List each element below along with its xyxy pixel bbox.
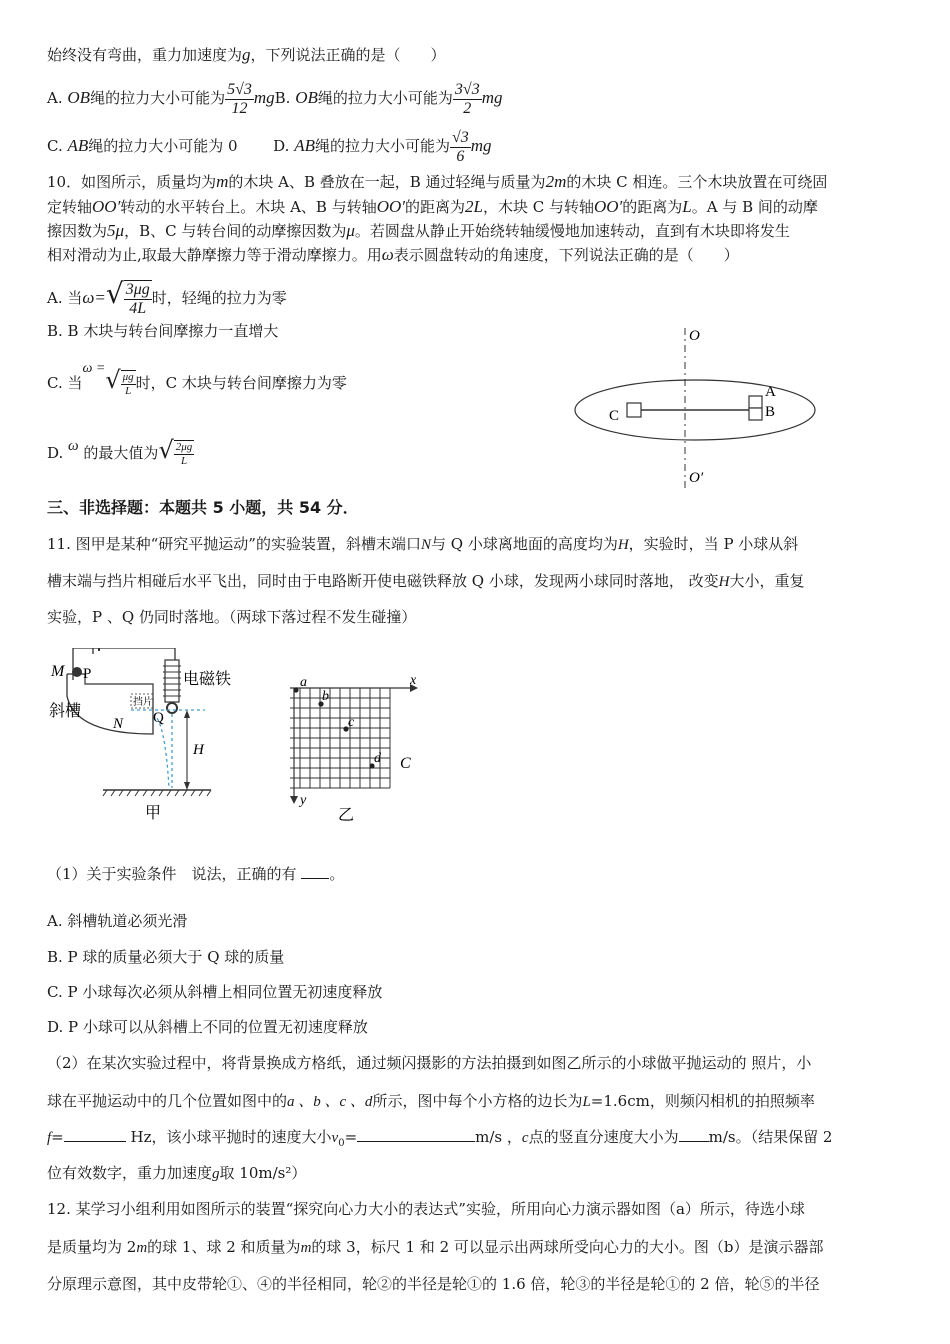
q9-optB-mg: mg — [481, 88, 503, 107]
q10-l2d: ，木块 C 与转轴 — [482, 198, 594, 216]
q11-part2-line1: （2）在某次实验过程中，将背景换成方格纸，通过频闪摄影的方法拍摄到如图乙所示的小球做平抛运动的 照片，小 — [47, 1054, 812, 1072]
label-electromagnet: 电磁铁 — [183, 669, 232, 688]
q10-line-4 — [47, 244, 739, 266]
q11-p1b: 。 — [329, 865, 345, 883]
q11-p2-l3c: Hz，该小球平抛时的速度大小 — [130, 1128, 332, 1146]
q9-optB-text: 绳的拉力大小可能为 — [317, 89, 453, 107]
label-H: H — [193, 742, 204, 758]
label-d: d — [374, 751, 381, 766]
q11-optA: A. 斜槽轨道必须光滑 — [47, 912, 188, 930]
q11-v-sub: 0 — [338, 1138, 345, 1149]
q10-L: L — [682, 197, 692, 216]
q11-p2-l4: 位有效数字，重力加速度 — [47, 1164, 213, 1182]
q12-line-1: 12. 某学习小组利用如图所示的装置“探究向心力大小的表达式”实验，所用向心力演示器如图（a）所示，待选小球 — [47, 1200, 805, 1218]
q10-l1: 10．如图所示，质量均为 — [47, 173, 217, 191]
q9-stem-line — [47, 44, 446, 66]
q10-l4b: 表示圆盘转动的角速度，下列说法正确的是（ ） — [393, 246, 739, 264]
q10-line-2 — [47, 196, 818, 218]
q10-l1b: 的木块 A、B 叠放在一起，B 通过轻绳与质量为 — [228, 173, 546, 191]
q9-optB-label: B. — [274, 89, 291, 107]
q9-optC-text: 绳的拉力大小可能为 0 — [88, 137, 238, 155]
q10-optA-a: A. 当 — [47, 289, 83, 307]
q9-optD-mg: mg — [470, 136, 492, 155]
q10-m: m — [216, 172, 229, 191]
q11-p2-l3i: 点的竖直分速度大小为 — [528, 1128, 679, 1146]
q10-line-1 — [47, 171, 827, 193]
q11-N: N — [420, 537, 431, 553]
q12-m: m — [136, 1240, 148, 1256]
q10-optD-omega: ω — [68, 438, 79, 454]
sqrt-sign-icon: √ — [105, 366, 121, 394]
q9-optD-den: 6 — [456, 147, 465, 165]
label-y: y — [300, 793, 307, 808]
label-C: C — [609, 408, 620, 424]
q10-optD-b: 的最大值为 — [83, 444, 159, 462]
q10-axis-2: OO′ — [376, 197, 405, 216]
q10-optA — [47, 272, 287, 320]
q11-p2-l2e: =1.6cm，则频闪相机的拍照频率 — [590, 1092, 815, 1110]
answer-blank[interactable] — [301, 878, 329, 879]
q10-optD-a: D. — [47, 444, 64, 462]
label-plate: 挡片 — [133, 697, 153, 708]
q10-optA-num: 3μg — [125, 281, 150, 298]
q11-g: g — [212, 1166, 220, 1182]
q11-p2-l3g: m/s ， — [475, 1128, 522, 1146]
q11-part2-line4 — [47, 1162, 306, 1185]
q9-optA-label: A. — [47, 89, 63, 107]
q9-optA-fraction — [225, 81, 254, 118]
q10-l4: 相对滑动为止,取最大静摩擦力等于滑动摩擦力。用 — [47, 246, 382, 264]
label-Q: Q — [153, 710, 164, 726]
q10-optA-b: 时，轻绳的拉力为零 — [151, 289, 287, 307]
q12-l2c: 的球 3，标尺 1 和 2 可以显示出两球所受向心力的大小。图（b）是演示器部 — [311, 1238, 824, 1256]
q10-optD-fraction — [174, 440, 195, 468]
q9-optA-text: 绳的拉力大小可能为 — [90, 89, 226, 107]
q9-optA-rope: OB — [67, 88, 91, 107]
q11-eq1: = — [51, 1128, 64, 1146]
q10-optC — [47, 358, 347, 407]
q10-mu: μ — [346, 221, 355, 240]
q9-stem-text: 始终没有弯曲，重力加速度为 — [47, 46, 243, 64]
q9-g-symbol: g — [242, 45, 251, 64]
label-A: A — [765, 384, 776, 400]
q10-optA-fraction — [124, 280, 152, 318]
point-a — [293, 687, 298, 692]
q9-optD-fraction — [450, 129, 471, 166]
q11-p1a: （1）关于实验条件 说法，正确的有 — [47, 865, 297, 883]
track-bracket — [85, 674, 153, 698]
q11-optC: C. P 小球每次必须从斜槽上相同位置无初速度释放 — [47, 983, 383, 1001]
q10-l2f: 。A 与 B 间的动摩 — [691, 198, 818, 216]
frequency-blank[interactable] — [64, 1141, 126, 1142]
q11-H2: H — [718, 574, 730, 590]
q10-optB: B. B 木块与转台间摩擦力一直增大 — [47, 322, 279, 340]
q12-m2: m — [300, 1240, 312, 1256]
grid — [290, 688, 390, 788]
section-3-heading: 三、非选择题：本题共 5 小题，共 54 分． — [47, 498, 359, 517]
q11-line-2 — [47, 570, 804, 593]
q10-l2c: 的距离为 — [404, 198, 465, 216]
q11-c: c — [521, 1130, 529, 1146]
q10-l2a: 定转轴 — [47, 198, 93, 216]
label-groove: 斜槽 — [49, 701, 82, 720]
velocity-blank[interactable] — [357, 1141, 475, 1142]
q11-optB: B. P 球的质量必须大于 Q 球的质量 — [47, 948, 285, 966]
q11-part2-line3 — [47, 1126, 832, 1155]
label-O: O — [689, 328, 700, 344]
label-b: b — [322, 689, 329, 704]
label-C-caption: C — [400, 755, 411, 772]
q12-line-2 — [47, 1236, 823, 1259]
q9-optD-rope: AB — [294, 136, 315, 155]
label-c: c — [348, 715, 355, 730]
q10-line-3 — [47, 220, 790, 242]
q10-optD-num: 2μg — [175, 441, 193, 453]
q9-optA-den: 12 — [231, 99, 248, 117]
label-M: M — [51, 663, 65, 680]
vertical-velocity-blank[interactable] — [679, 1141, 709, 1142]
block-c — [627, 403, 641, 417]
q10-optC-den: L — [125, 385, 132, 397]
q10-l3a: 擦因数为 — [47, 222, 108, 240]
q9-optC-rope: AB — [67, 136, 89, 155]
q11-part1 — [47, 863, 344, 885]
q9-options-ab — [47, 78, 502, 118]
q9-optC-label: C. — [47, 137, 63, 155]
label-x: x — [410, 673, 417, 688]
caption-jia: 甲 — [145, 803, 162, 822]
q10-optC-b: 时，C 木块与转台间摩擦力为零 — [135, 374, 347, 392]
q11-l2b: 大小，重复 — [729, 572, 805, 590]
q11-l1b: 与 Q 小球离地面的高度均为 — [430, 535, 618, 553]
q10-optC-a: C. 当 — [47, 374, 83, 392]
q11-eq2: = — [344, 1128, 358, 1146]
q10-l3b: ，B、C 与转台间的动摩擦因数为 — [124, 222, 347, 240]
q9-optB-den: 2 — [463, 99, 472, 117]
q9-optB-num: 3√3 — [454, 80, 480, 98]
q10-optA-omega: ω= — [82, 288, 106, 307]
q10-optC-num: μg — [122, 371, 134, 383]
label-N: N — [113, 716, 124, 732]
q11-apparatus-figure — [45, 648, 260, 826]
q10-axis-1: OO′ — [92, 197, 121, 216]
q9-optB-fraction — [453, 81, 482, 118]
q11-line-1 — [47, 533, 798, 556]
ball-q — [167, 703, 177, 713]
q9-optD-num: √3 — [452, 128, 469, 146]
q11-p2-l3j: m/s。（结果保留 2 — [708, 1128, 833, 1146]
q9-stem-tail: ，下列说法正确的是（ ） — [250, 46, 446, 64]
q10-optD-den: L — [180, 455, 188, 467]
sqrt-sign-icon: √ — [105, 277, 124, 310]
q9-optB-rope: OB — [295, 88, 318, 107]
q11-p2-l2c: 所示，图中每个小方格的边长为 — [372, 1092, 583, 1110]
q11-l2: 槽末端与挡片相碰后水平飞出，同时由于电路断开使电磁铁释放 Q 小球，发现两小球同时落地， 改变 — [47, 572, 719, 590]
ball-p — [72, 667, 82, 677]
q12-l2a: 是质量均为 2 — [47, 1238, 137, 1256]
q10-optA-den: 4L — [129, 300, 147, 317]
q11-part2-line2 — [47, 1090, 815, 1113]
q11-v: v — [331, 1130, 339, 1146]
q12-l2b: 的球 1、球 2 和质量为 — [147, 1238, 301, 1256]
block-b — [749, 408, 762, 420]
q10-axis-3: OO′ — [593, 197, 623, 216]
q11-l1c: ，实验时，当 P 小球从斜 — [628, 535, 799, 553]
q10-optC-fraction — [121, 370, 136, 398]
q10-optD — [47, 428, 194, 476]
q10-l2b: 转动的水平转台上。木块 A、B 与转轴 — [120, 198, 377, 216]
q10-optC-omega: ω = — [82, 361, 106, 376]
q10-omega: ω — [381, 245, 394, 264]
q9-optD-label: D. — [273, 137, 290, 155]
q11-H: H — [617, 537, 629, 553]
q10-l2e: 的距离为 — [622, 198, 683, 216]
q11-points: a 、b 、c 、d — [287, 1094, 373, 1110]
q10-turntable-figure — [565, 322, 825, 494]
label-P: P — [83, 666, 92, 682]
block-a — [749, 396, 762, 408]
q9-options-cd — [47, 126, 492, 166]
q11-grid-figure — [280, 672, 430, 824]
q10-5mu: 5μ — [107, 221, 125, 240]
caption-yi: 乙 — [338, 805, 355, 824]
q10-2m: 2m — [545, 172, 567, 191]
q12-line-3: 分原理示意图，其中皮带轮①、④的半径相同，轮②的半径是轮①的 1.6 倍，轮③的半径是轮①的 2 倍，轮⑤的半径 — [47, 1275, 820, 1293]
q10-l3c: 。若圆盘从静止开始绕转轴缓慢地加速转动，直到有木块即将发生 — [354, 222, 790, 240]
label-a: a — [300, 675, 307, 690]
q10-l1c: 的木块 C 相连。三个木块放置在可绕固 — [566, 173, 828, 191]
q11-l1a: 11. 图甲是某种“研究平抛运动”的实验装置，斜槽末端口 — [47, 535, 421, 553]
sqrt-sign-icon: √ — [158, 436, 174, 464]
q11-f: f — [47, 1130, 52, 1146]
q11-p2-l2a: 球在平抛运动中的几个位置如图中的 — [47, 1092, 288, 1110]
q10-2L: 2L — [465, 197, 483, 216]
q11-line-3: 实验，P 、Q 仍同时落地。（两球下落过程不发生碰撞） — [47, 608, 417, 626]
q9-optA-num: 5√3 — [227, 80, 252, 98]
q11-L: L — [582, 1094, 591, 1110]
q11-optD: D. P 小球可以从斜槽上不同的位置无初速度释放 — [47, 1018, 368, 1036]
q9-optD-text: 绳的拉力大小可能为 — [314, 137, 450, 155]
label-B: B — [765, 404, 776, 420]
label-O-prime: O′ — [689, 470, 704, 486]
q9-optA-mg: mg — [253, 88, 275, 107]
q11-p2-l4b: 取 10m/s²） — [219, 1164, 307, 1182]
